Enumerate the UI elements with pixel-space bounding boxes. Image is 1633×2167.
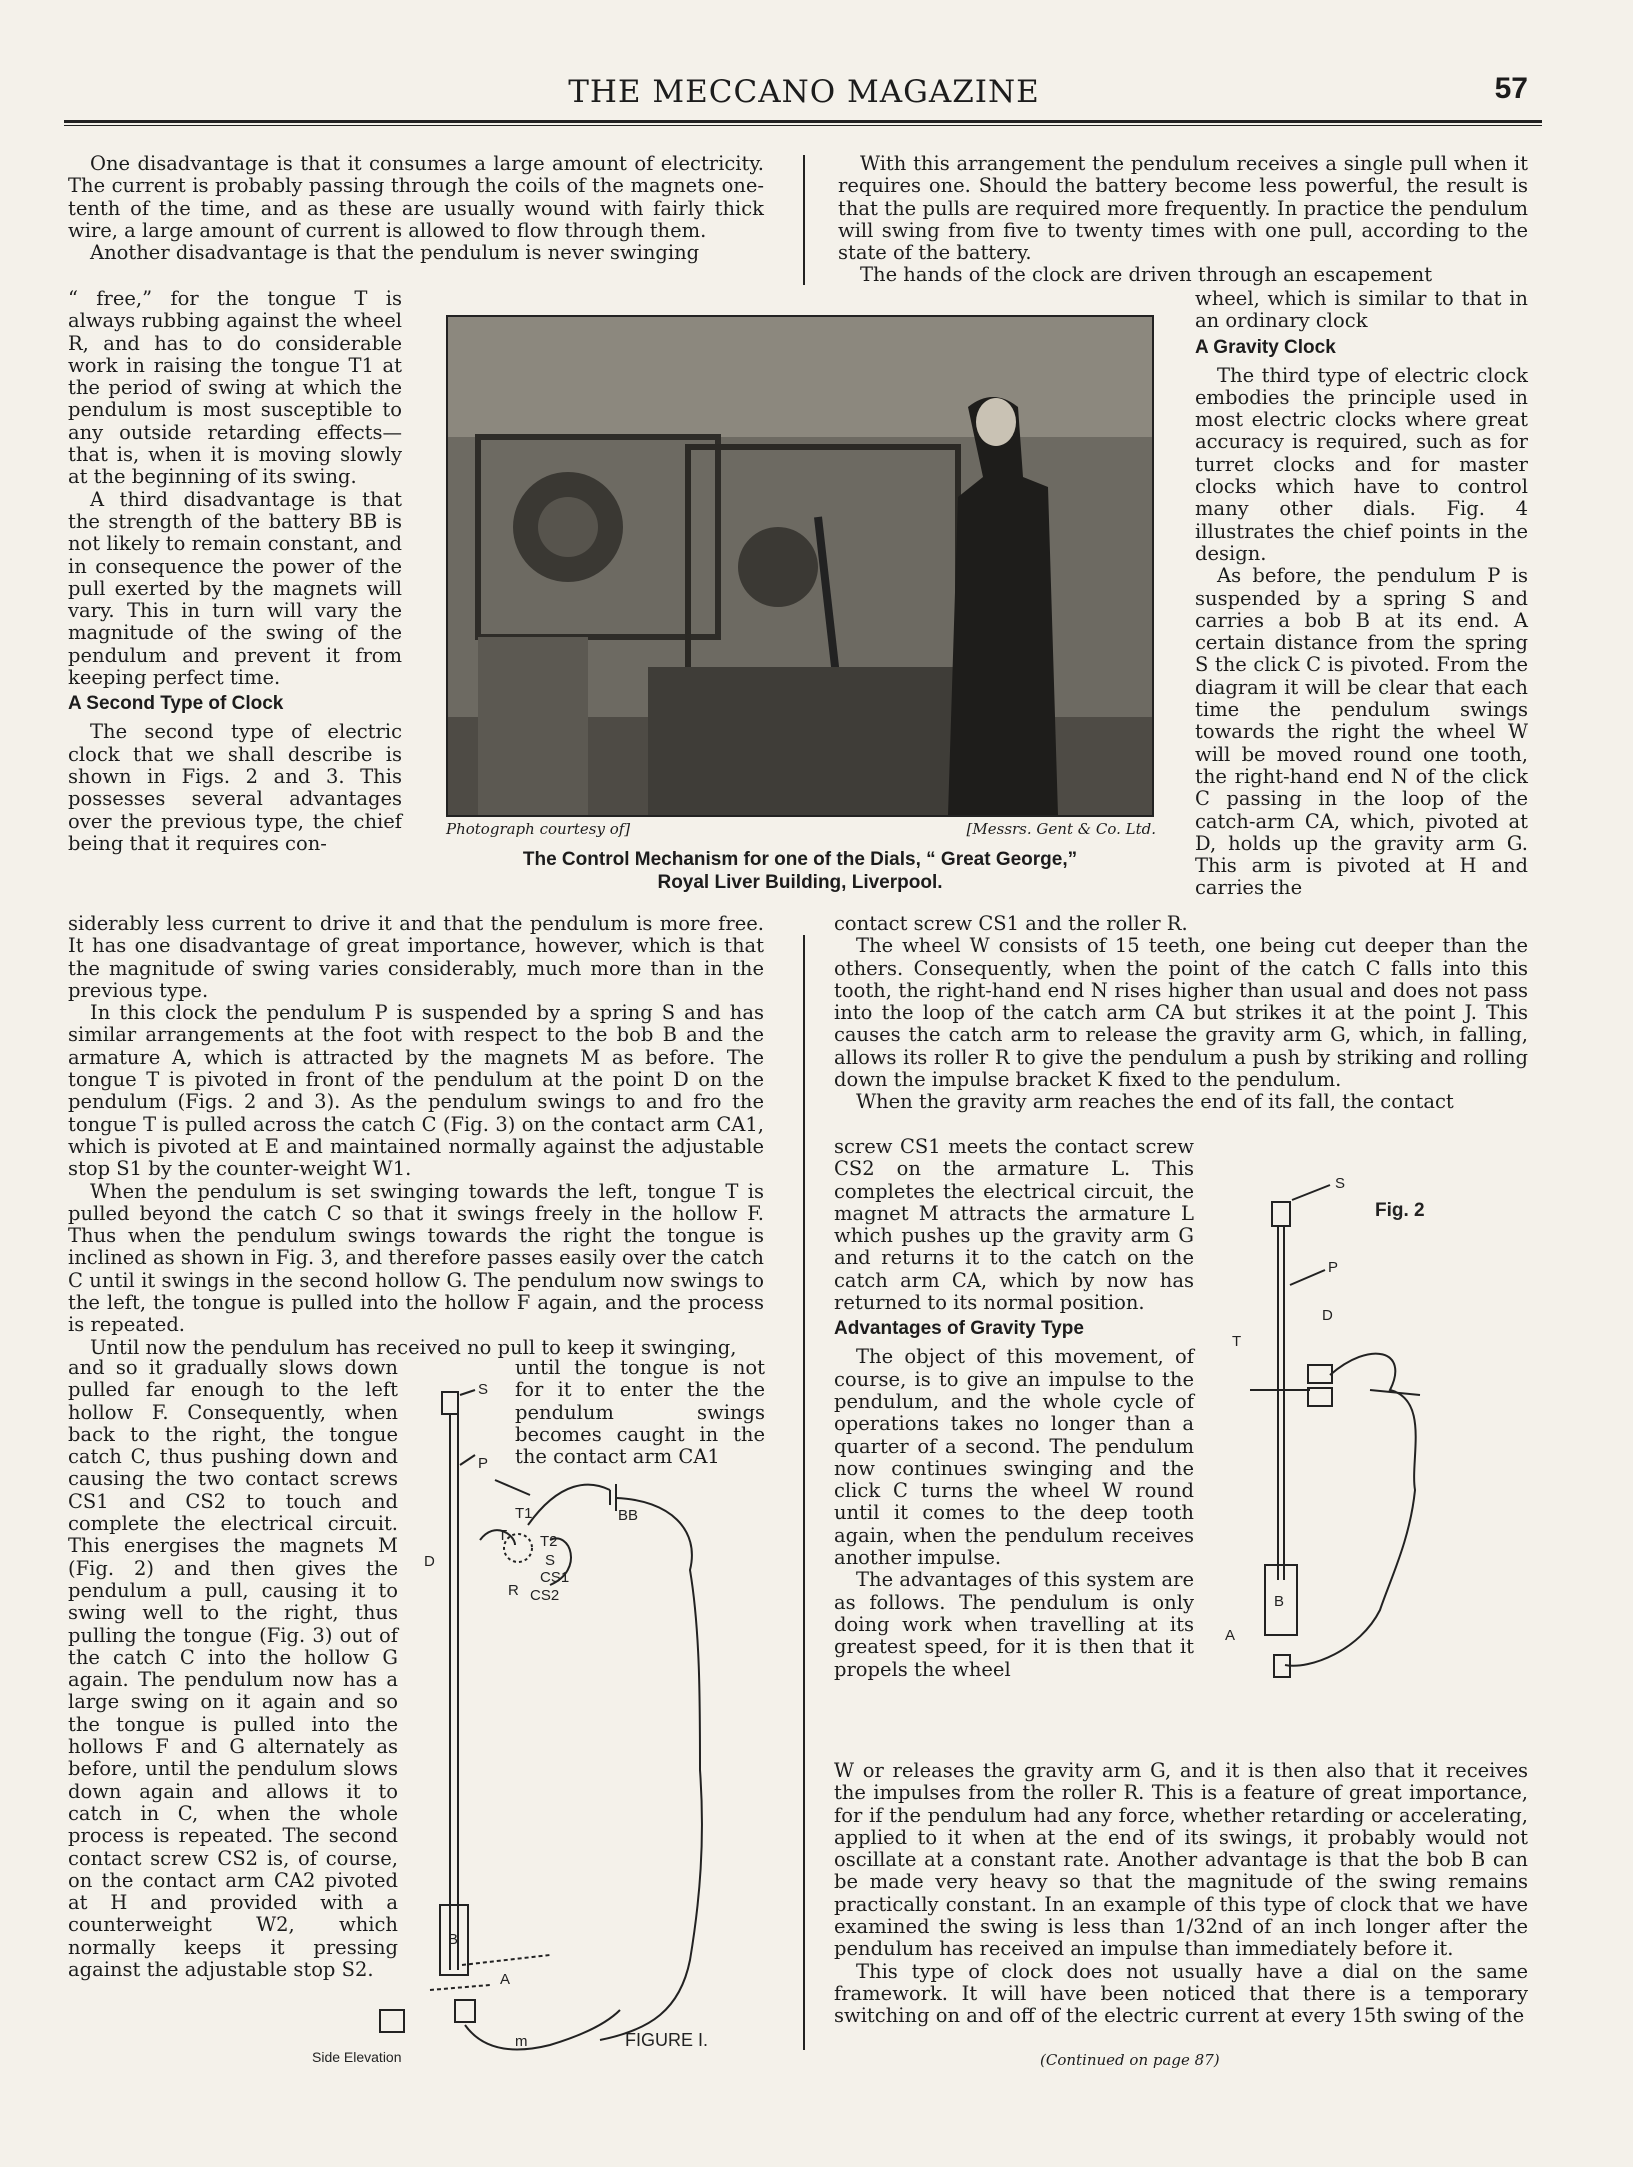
label-r: R	[508, 1582, 519, 1599]
paragraph: One disadvantage is that it consumes a large amount of electricity. The current is probably passing through the coils of the magnets one-tenth of the time, and as these are usually wound with fairly thick wire, a large amount of current is allowed to flow through them.	[68, 152, 764, 242]
paragraph: contact screw CS1 and the roller R.	[834, 912, 1188, 935]
paragraph: A third disadvantage is that the strength of the battery BB is not likely to remain constant, and in consequence the power of the pull exerted by the magnets will vary. This in turn will vary the magnitude of the swing of the pendulum and prevent it from keeping perfect time.	[68, 487, 402, 690]
label-s-small: S	[545, 1552, 556, 1569]
left-narrow-text	[68, 288, 402, 855]
paragraph: screw CS1 meets the contact screw CS2 on the armature L. This completes the electrical circuit, the magnet M attracts the armature L which pushes up the gravity arm G and returns it to the catch on the catch arm CA, which by now has returned to its normal position.	[834, 1135, 1194, 1315]
label-s: S	[478, 1381, 489, 1398]
section-heading: Advantages of Gravity Type	[834, 1318, 1084, 1340]
paragraph: The third type of electric clock embodies the principle used in most electric clocks where great accuracy is required, such as for turret clocks and for master clocks which have to control many other dials. Fig. 4 illustrates the chief points in the design.	[1195, 363, 1528, 565]
photo-caption	[440, 848, 1160, 894]
label-b: B	[1274, 1593, 1285, 1610]
paragraph: The hands of the clock are driven through an escapement	[860, 263, 1433, 287]
paragraph: Another disadvantage is that the pendulum is never swinging	[90, 241, 700, 265]
label-t2: T2	[540, 1533, 558, 1550]
paragraph: The object of this movement, of course, is to give an impulse to the pendulum, and the whole cycle of operations takes no longer than a quarter of a second. The pendulum now continues swinging and the click C turns the wheel W round until it comes to the deep tooth again, when the pendulum receives another impulse.	[834, 1345, 1194, 1570]
label-t1: T1	[515, 1505, 533, 1522]
label-p: P	[478, 1455, 489, 1472]
header-rule-thin	[64, 125, 1542, 126]
paragraph: W or releases the gravity arm G, and it is then also that it receives the impulses from the roller R. This is a feature of great importance, for if the pendulum had any force, whether retarding or accelerating, applied to it when at the end of its swings, it probably would not oscillate at a constant rate. Another advantage is that the bob B can be made very heavy so that the magnitude of the swing remains practically constant. In an example of this type of clock that we have examined the swing is less than 1/32nd of an inch longer after the pendulum has received an impulse than immediately before it.	[834, 1759, 1528, 1961]
figure-2-title: Fig. 2	[1375, 1200, 1425, 1221]
right-top-text	[838, 153, 1528, 287]
continued-note: (Continued on page 87)	[1040, 2051, 1220, 2069]
label-a: A	[1225, 1627, 1236, 1644]
label-cs1: CS1	[540, 1569, 570, 1586]
credit-right: [Messrs. Gent & Co. Ltd.	[966, 820, 1156, 838]
left-wide-text	[68, 913, 764, 1359]
paragraph: siderably less current to drive it and that the pendulum is more free. It has one disadvantage of great importance, however, which is that the magnitude of swing varies considerably, much more than in the previous type.	[68, 912, 764, 1002]
label-p: P	[1328, 1259, 1339, 1276]
label-bb: BB	[618, 1507, 639, 1524]
paragraph: With this arrangement the pendulum receives a single pull when it requires one. Should the battery become less powerful, the result is that the pulls are required more frequently. In practice the pendulum will swing from five to twenty times with one pull, according to the state of the battery.	[838, 152, 1528, 265]
paragraph: The wheel W consists of 15 teeth, one being cut deeper than the others. Consequently, when the point of the catch C falls into this tooth, the right-hand end N rises higher than usual and does not pass into the loop of the catch arm CA but strikes it at the point J. This causes the catch arm to release the gravity arm G, which, in falling, allows its roller R to give the pendulum a push by striking and rolling down the impulse bracket K fixed to the pendulum.	[834, 934, 1528, 1092]
paragraph: When the pendulum is set swinging towards the left, tongue T is pulled beyond the catch C so that it swings freely in the hollow F. Thus when the pendulum swings towards the right the tongue is inclined as shown in Fig. 3, and therefore passes easily over the catch C until it swings in the second hollow G. The pendulum now swings to the left, the tongue is pulled into the hollow F again, and the process is repeated.	[68, 1179, 764, 1337]
figure-1-caption: FIGURE I.	[625, 2030, 709, 2050]
left-top-text	[68, 153, 764, 264]
label-a: A	[500, 1971, 511, 1988]
section-heading: A Second Type of Clock	[68, 693, 284, 715]
right-bottom-text	[834, 1760, 1528, 2028]
caption-line: The Control Mechanism for one of the Dials, “ Great George,”	[522, 849, 1078, 870]
caption-line: Royal Liver Building, Liverpool.	[657, 872, 943, 893]
right-narrow-text	[1195, 288, 1528, 900]
page-header	[64, 70, 1544, 116]
label-d: D	[1322, 1307, 1333, 1324]
label-t: T	[1232, 1333, 1242, 1350]
column-rule-bottom	[803, 935, 805, 2050]
paragraph: The advantages of this system are as follows. The pendulum is only doing work when travelling at its greatest speed, for it is then that it propels the wheel	[834, 1568, 1194, 1681]
figure-1-diagram	[312, 1370, 800, 2070]
paragraph: Until now the pendulum has received no pull to keep it swinging,	[90, 1335, 737, 1359]
label-d: D	[424, 1553, 435, 1570]
page-number: 57	[1494, 72, 1528, 105]
section-heading: A Gravity Clock	[1195, 336, 1336, 358]
paragraph: “ free,” for the tongue T is always rubbing against the wheel R, and has to do considerable work in raising the tongue T1 at the period of swing at which the pendulum is most susceptible to any outside retarding effects—that is, when it is moving slowly at the beginning of its swing.	[68, 287, 402, 489]
column-rule-top	[803, 155, 805, 285]
photo-credit	[446, 820, 1156, 838]
header-rule	[64, 120, 1542, 123]
paragraph: until the tongue is not for it to enter the the pendulum swings becomes caught in the the contact arm CA1	[515, 1356, 765, 1469]
paragraph: As before, the pendulum P is suspended by a spring S and carries a bob B at its end. A certain distance from the spring S the click C is pivoted. From the diagram it will be clear that each time the pendulum swings towards the right the wheel W will be moved round one tooth, the right-hand end N of the click C passing in the loop of the catch-arm CA, which, pivoted at D, holds up the gravity arm G. This arm is pivoted at H and carries the	[1195, 564, 1528, 900]
left-bottom-text	[68, 1357, 398, 1981]
paragraph: wheel, which is similar to that in an ordinary clock	[1195, 287, 1528, 333]
paragraph: When the gravity arm reaches the end of its fall, the contact	[856, 1090, 1454, 1114]
paragraph: The second type of electric clock that we shall describe is shown in Figs. 2 and 3. This possesses several advantages over the previous type, the chief being that it requires con-	[68, 720, 402, 855]
right-inset-text	[834, 1136, 1194, 1681]
credit-left: Photograph courtesy of]	[446, 820, 631, 838]
label-s: S	[1335, 1175, 1346, 1192]
label-b: B	[448, 1931, 459, 1948]
label-t: T	[498, 1527, 508, 1544]
label-m: m	[515, 2033, 528, 2050]
paragraph: and so it gradually slows down pulled far enough to the left hollow F. Consequently, when back to the right, the tongue catch C, thus pushing down and causing the two contact screws CS1 and CS2 to touch and complete the electrical circuit. This energises the magnets M (Fig. 2) and then gives the pendulum a pull, causing it to swing well to the right, thus pulling the tongue (Fig. 3) out of the catch C into the hollow G again. The pendulum now has a large swing on it again and so the tongue is pulled into the hollows F and G alternately as before, until the pendulum slows down again and allows it to catch in C, when the whole process is repeated. The second contact screw CS2 is, of course, on the contact arm CA2 pivoted at H and provided with a counterweight W2, which normally keeps it pressing against the adjustable stop S2.	[68, 1356, 398, 1982]
clock-mechanism-photo	[446, 315, 1154, 817]
label-cs2: CS2	[530, 1587, 560, 1604]
paragraph: This type of clock does not usually have a dial on the same framework. It will have been noticed that there is a temporary switching on and off of the electric current at every 15th swing of the	[834, 1959, 1528, 2028]
side-elevation-label: Side Elevation	[312, 2049, 402, 2065]
paragraph: In this clock the pendulum P is suspended by a spring S and has similar arrangements at the foot with respect to the bob B and the armature A, which is attracted by the magnets M as before. The tongue T is pivoted in front of the pendulum at the point D on the pendulum (Figs. 2 and 3). As the pendulum swings to and fro the tongue T is pulled across the catch C (Fig. 3) on the contact arm CA1, which is pivoted at E and maintained normally against the adjustable stop S1 by the counter-weight W1.	[68, 1001, 764, 1181]
magazine-title: THE MECCANO MAGAZINE	[568, 74, 1040, 110]
figure-2-diagram	[1210, 1160, 1540, 1720]
right-wide-text	[834, 913, 1528, 1114]
